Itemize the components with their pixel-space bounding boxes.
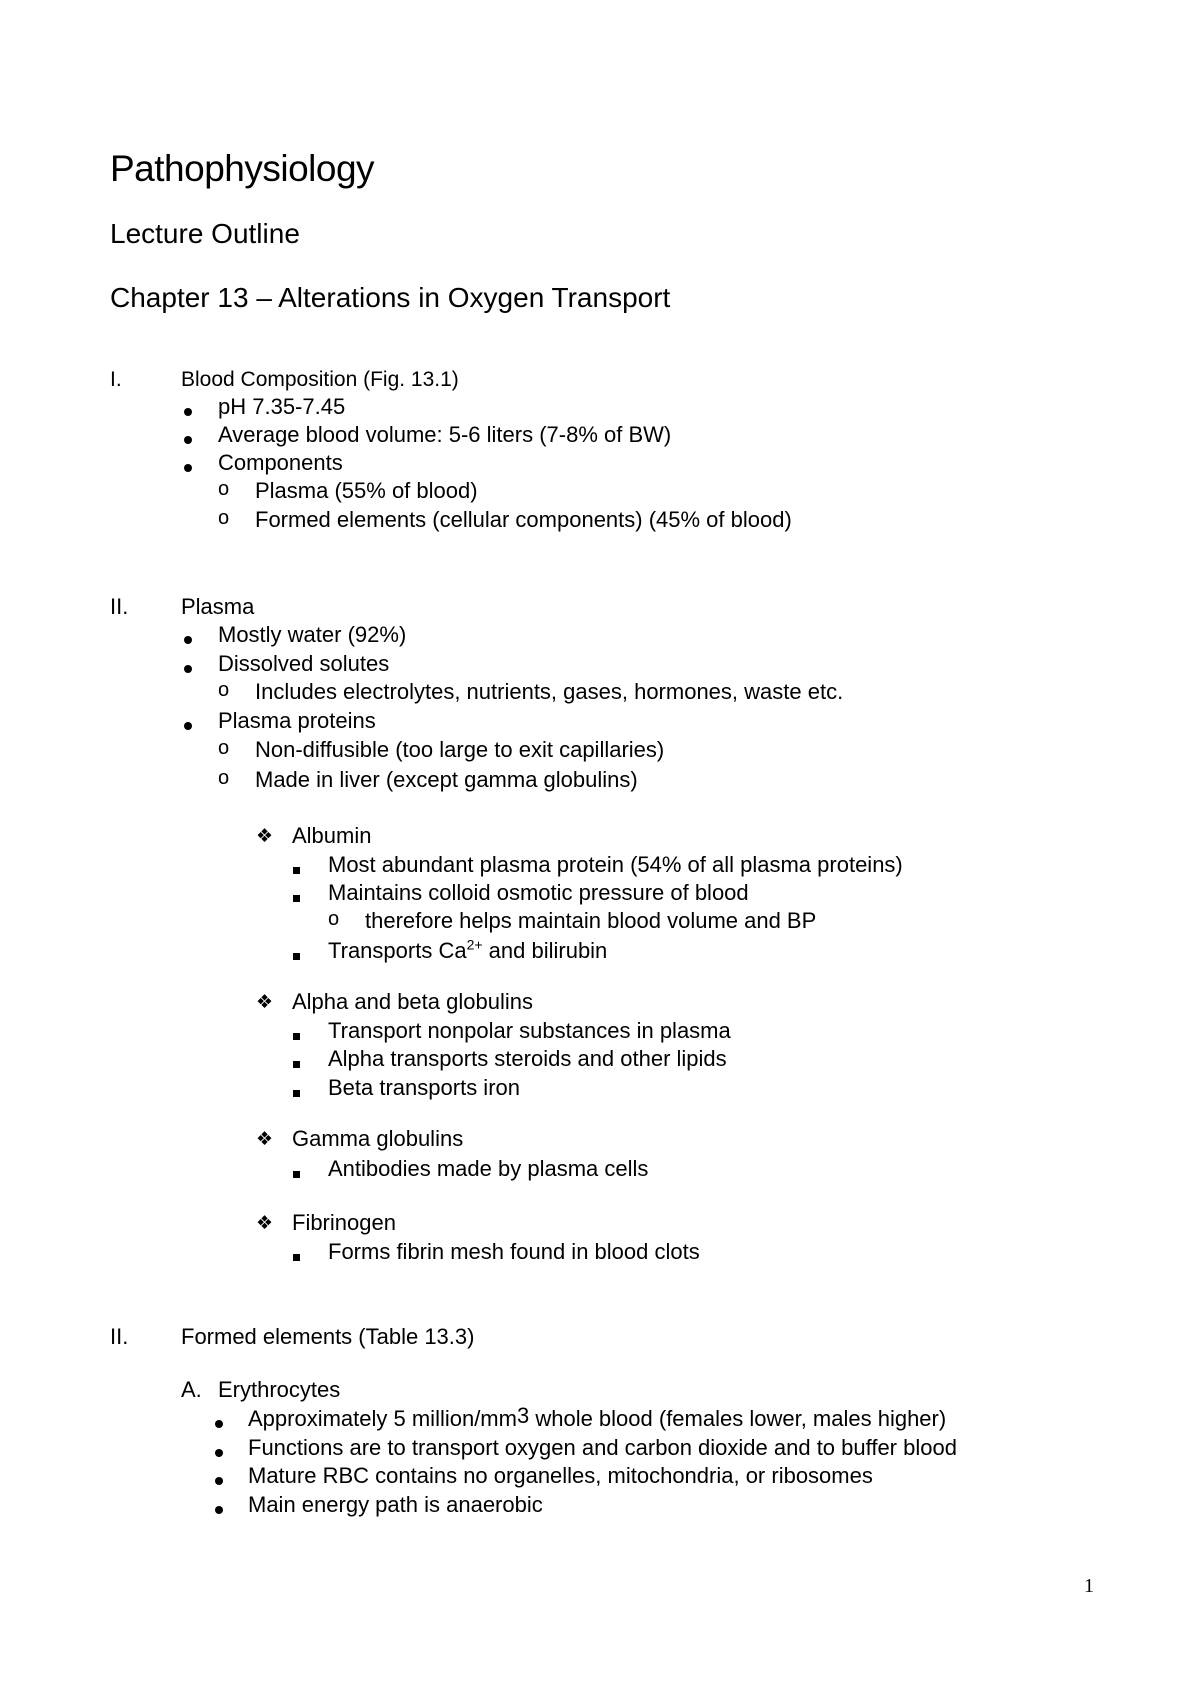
square-bullet-icon: [293, 1248, 300, 1266]
list-item: Beta transports iron: [328, 1075, 520, 1100]
bullet-dot-icon: [215, 1472, 223, 1490]
list-item: Functions are to transport oxygen and carbon dioxide and to buffer blood: [248, 1435, 957, 1460]
page-number: 1: [1084, 1575, 1094, 1597]
square-bullet-icon: [293, 1165, 300, 1183]
bullet-circle-icon: o: [328, 908, 340, 930]
list-item: Made in liver (except gamma globulins): [255, 767, 638, 792]
sub-heading-gamma-globulins: Gamma globulins: [292, 1126, 464, 1151]
bullet-circle-icon: o: [218, 478, 230, 500]
list-item: Mostly water (92%): [218, 622, 407, 647]
diamond-bullet-icon: ❖: [256, 1212, 274, 1234]
bullet-dot-icon: [215, 1444, 223, 1462]
square-bullet-icon: [293, 861, 300, 879]
list-item: Average blood volume: 5-6 liters (7-8% of BW): [218, 422, 672, 447]
sub-heading-albumin: Albumin: [292, 823, 372, 848]
bullet-dot-icon: [215, 1501, 223, 1519]
list-item: Formed elements (cellular components) (45% of blood): [255, 507, 792, 532]
section-heading-blood-composition: Blood Composition (Fig. 13.1): [181, 368, 459, 391]
diamond-bullet-icon: ❖: [256, 825, 274, 847]
sub-section-letter: A.: [181, 1377, 202, 1402]
list-item: Components: [218, 450, 343, 475]
bullet-circle-icon: o: [218, 737, 230, 759]
bullet-dot-icon: [184, 631, 192, 649]
list-item: Forms fibrin mesh found in blood clots: [328, 1239, 700, 1264]
bullet-dot-icon: [215, 1415, 223, 1433]
bullet-circle-icon: o: [218, 679, 230, 701]
subtitle-chapter: Chapter 13 – Alterations in Oxygen Transport: [110, 282, 671, 313]
subtitle-lecture-outline: Lecture Outline: [110, 218, 300, 249]
bullet-circle-icon: o: [218, 767, 230, 789]
list-item: pH 7.35-7.45: [218, 394, 346, 419]
list-item: Main energy path is anaerobic: [248, 1492, 543, 1517]
square-bullet-icon: [293, 1084, 300, 1102]
list-item: Plasma proteins: [218, 708, 376, 733]
list-item: Includes electrolytes, nutrients, gases, hormones, waste etc.: [255, 679, 844, 704]
section-numeral: I.: [110, 368, 122, 391]
bullet-dot-icon: [184, 431, 192, 449]
sub-heading-fibrinogen: Fibrinogen: [292, 1210, 396, 1235]
bullet-dot-icon: [184, 717, 192, 735]
list-item: Transports $Ca^{2+}$ and bilirubin: [328, 936, 608, 963]
square-bullet-icon: [293, 1027, 300, 1045]
square-bullet-icon: [293, 889, 300, 907]
bullet-circle-icon: o: [218, 507, 230, 529]
list-item: Non-diffusible (too large to exit capillaries): [255, 737, 665, 762]
diamond-bullet-icon: ❖: [256, 991, 274, 1013]
section-heading-formed-elements: Formed elements (Table 13.3): [181, 1324, 475, 1349]
bullet-dot-icon: [184, 459, 192, 477]
square-bullet-icon: [293, 947, 300, 965]
bullet-dot-icon: [184, 660, 192, 678]
list-item: Alpha transports steroids and other lipids: [328, 1046, 727, 1071]
list-item: Mature RBC contains no organelles, mitochondria, or ribosomes: [248, 1463, 873, 1488]
list-item: Dissolved solutes: [218, 651, 390, 676]
sub-section-heading-erythrocytes: Erythrocytes: [218, 1377, 341, 1402]
section-numeral: II.: [110, 1324, 129, 1349]
list-item: therefore helps maintain blood volume and BP: [365, 908, 817, 933]
list-item: Approximately 5 million/mm3 whole blood (females lower, males higher): [248, 1403, 947, 1431]
sub-heading-alpha-beta-globulins: Alpha and beta globulins: [292, 989, 533, 1014]
list-item: Transport nonpolar substances in plasma: [328, 1018, 731, 1043]
document-title: Pathophysiology: [110, 148, 375, 189]
section-heading-plasma: Plasma: [181, 594, 255, 619]
list-item: Maintains colloid osmotic pressure of blood: [328, 880, 749, 905]
list-item: Antibodies made by plasma cells: [328, 1156, 649, 1181]
diamond-bullet-icon: ❖: [256, 1128, 274, 1150]
bullet-dot-icon: [184, 403, 192, 421]
section-numeral: II.: [110, 594, 129, 619]
list-item: Plasma (55% of blood): [255, 478, 478, 503]
list-item: Most abundant plasma protein (54% of all plasma proteins): [328, 852, 903, 877]
square-bullet-icon: [293, 1055, 300, 1073]
